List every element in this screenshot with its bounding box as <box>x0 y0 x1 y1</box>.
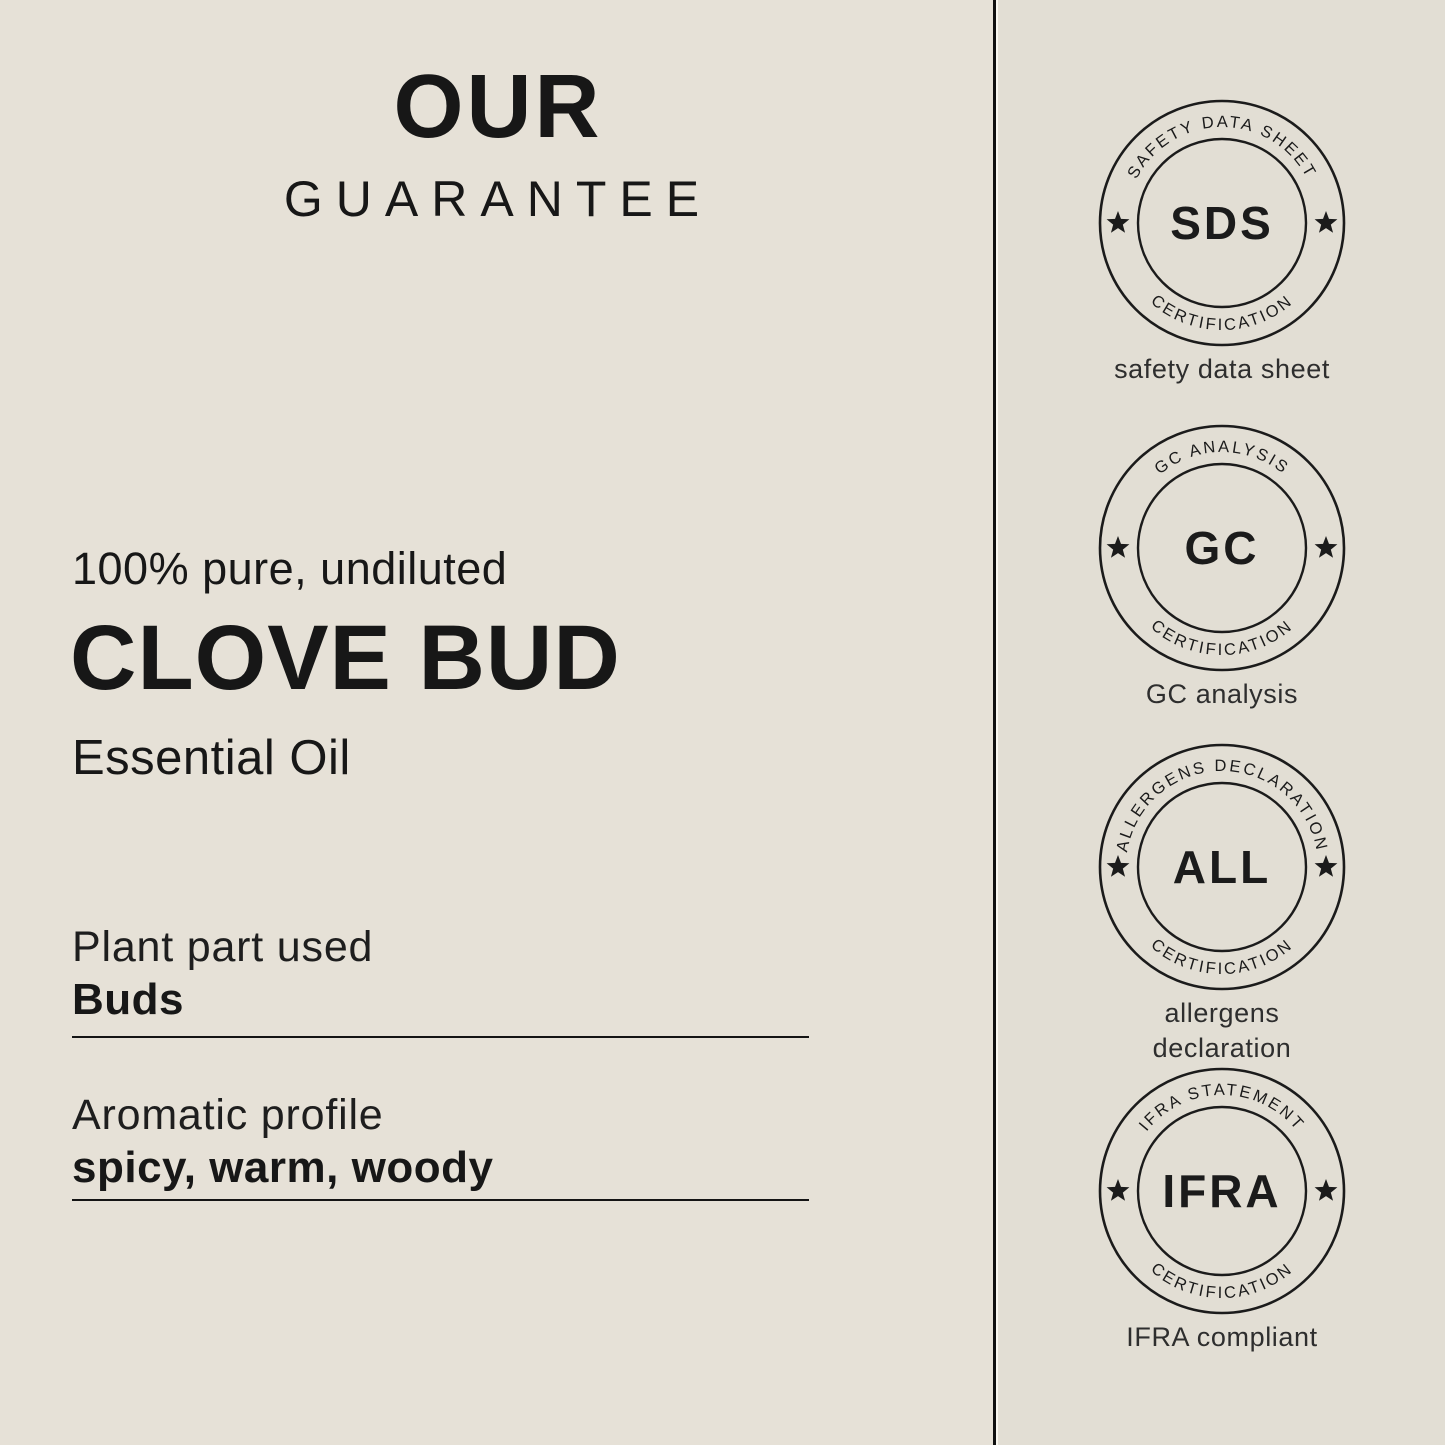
stamp-top-arc-text: SAFETY DATA SHEET <box>1124 112 1320 182</box>
gc-stamp-icon <box>1097 423 1347 673</box>
detail-underline <box>72 1036 809 1038</box>
stamp-top-arc-text: IFRA STATEMENT <box>1135 1080 1309 1135</box>
divider-highlight <box>996 0 998 1445</box>
allergens-stamp-icon <box>1097 742 1347 992</box>
stamp-center-text: ALL <box>1172 841 1272 893</box>
product-name: CLOVE BUD <box>70 607 621 709</box>
badge-caption: allergens declaration <box>1152 998 1292 1064</box>
star-right-icon <box>1315 855 1338 877</box>
stamp-top-arc-text: ALLERGENS DECLARATION <box>1113 756 1331 854</box>
badge-allergens <box>1092 742 1352 1066</box>
star-left-icon <box>1107 855 1130 877</box>
detail-underline <box>72 1199 809 1201</box>
plant-part-value: Buds <box>72 975 184 1024</box>
header-line-guarantee: GUARANTEE <box>283 171 713 227</box>
star-left-icon <box>1107 536 1130 558</box>
stamp-bottom-arc-text: CERTIFICATION <box>1147 1259 1297 1303</box>
stamp-center-text: GC <box>1184 522 1260 574</box>
plant-part-label: Plant part used <box>72 923 374 971</box>
badge-ifra <box>1092 1066 1352 1355</box>
sds-stamp-icon <box>1097 98 1347 348</box>
star-right-icon <box>1315 1179 1338 1201</box>
badge-sds <box>1092 98 1352 387</box>
badge-caption: IFRA compliant <box>1126 1322 1318 1352</box>
aromatic-profile-value: spicy, warm, woody <box>72 1143 494 1192</box>
stamp-center-text: SDS <box>1170 197 1274 249</box>
stamp-center-text: IFRA <box>1162 1165 1282 1217</box>
stamp-bottom-arc-text: CERTIFICATION <box>1147 935 1297 979</box>
aromatic-profile-label: Aromatic profile <box>72 1091 384 1139</box>
badge-caption: GC analysis <box>1145 679 1299 709</box>
stamp-top-arc-text: GC ANALYSIS <box>1151 437 1293 479</box>
star-right-icon <box>1315 211 1338 233</box>
badge-caption: safety data sheet <box>1114 354 1330 384</box>
purity-tagline: 100% pure, undiluted <box>72 543 508 594</box>
badge-gc <box>1092 423 1352 712</box>
star-left-icon <box>1107 1179 1130 1201</box>
star-left-icon <box>1107 211 1130 233</box>
product-type: Essential Oil <box>72 731 351 785</box>
stamp-bottom-arc-text: CERTIFICATION <box>1147 291 1297 335</box>
star-right-icon <box>1315 536 1338 558</box>
stamp-bottom-arc-text: CERTIFICATION <box>1147 616 1297 660</box>
header-line-our: OUR <box>393 57 603 157</box>
guarantee-header <box>0 57 996 227</box>
ifra-stamp-icon <box>1097 1066 1347 1316</box>
